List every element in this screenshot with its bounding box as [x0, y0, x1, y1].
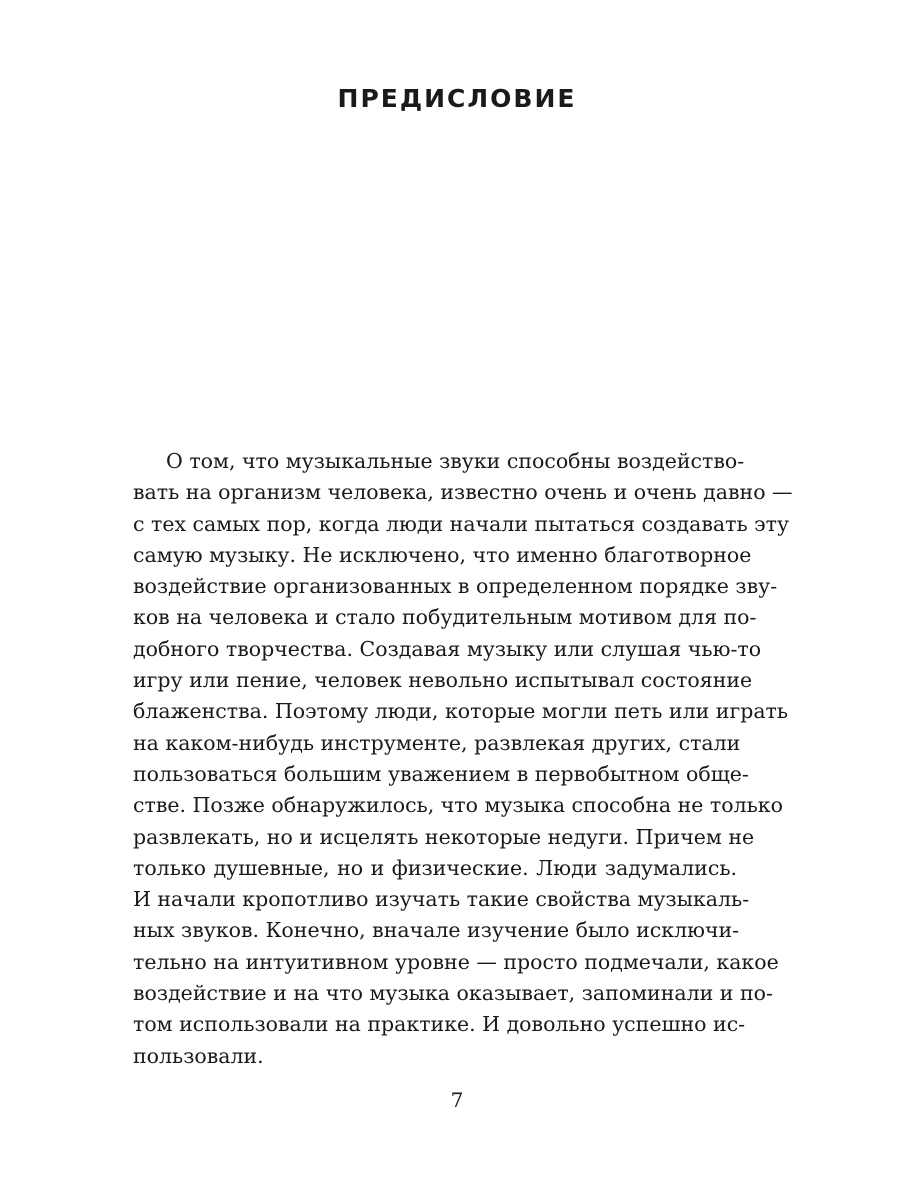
- text-line: О том, что музыкальные звуки способны воздейство-: [166, 449, 745, 473]
- text-line: пользоваться большим уважением в первобытном обще-: [133, 761, 749, 786]
- text-line: только душевные, но и физические. Люди задумались.: [133, 855, 737, 880]
- text-line: добного творчества. Создавая музыку или слушая чью-то: [133, 636, 762, 661]
- text-line: с тех самых пор, когда люди начали пытаться создавать эту: [133, 511, 790, 536]
- text-line: И начали кропотливо изучать такие свойства музыкаль-: [133, 887, 750, 912]
- body-paragraph: [133, 446, 793, 1072]
- text-line: пользовали.: [133, 1043, 264, 1068]
- text-line: ков на человека и стало побудительным мотивом для по-: [133, 605, 757, 630]
- text-line: стве. Позже обнаружилось, что музыка способна не только: [133, 793, 783, 818]
- text-line: развлекать, но и исцелять некоторые недуги. Причем не: [133, 824, 755, 849]
- text-line: воздействие организованных в определенном порядке зву-: [133, 574, 778, 599]
- chapter-title: ПРЕДИСЛОВИЕ: [337, 84, 577, 113]
- text-line: воздействие и на что музыка оказывает, запоминали и по-: [133, 981, 773, 1006]
- text-line: игру или пение, человек невольно испытывал состояние: [133, 668, 753, 693]
- text-line: вать на организм человека, известно очень и очень давно —: [133, 480, 793, 505]
- page-number: 7: [450, 1088, 464, 1112]
- text-line: тельно на интуитивном уровне — просто подмечали, какое: [133, 949, 779, 974]
- text-line: самую музыку. Не исключено, что именно благотворное: [133, 542, 752, 567]
- text-line: ных звуков. Конечно, вначале изучение было исключи-: [133, 918, 740, 943]
- text-line: на каком-нибудь инструменте, развлекая других, стали: [133, 730, 741, 755]
- text-line: блаженства. Поэтому люди, которые могли петь или играть: [133, 699, 789, 724]
- text-line: том использовали на практике. И довольно успешно ис-: [133, 1012, 746, 1037]
